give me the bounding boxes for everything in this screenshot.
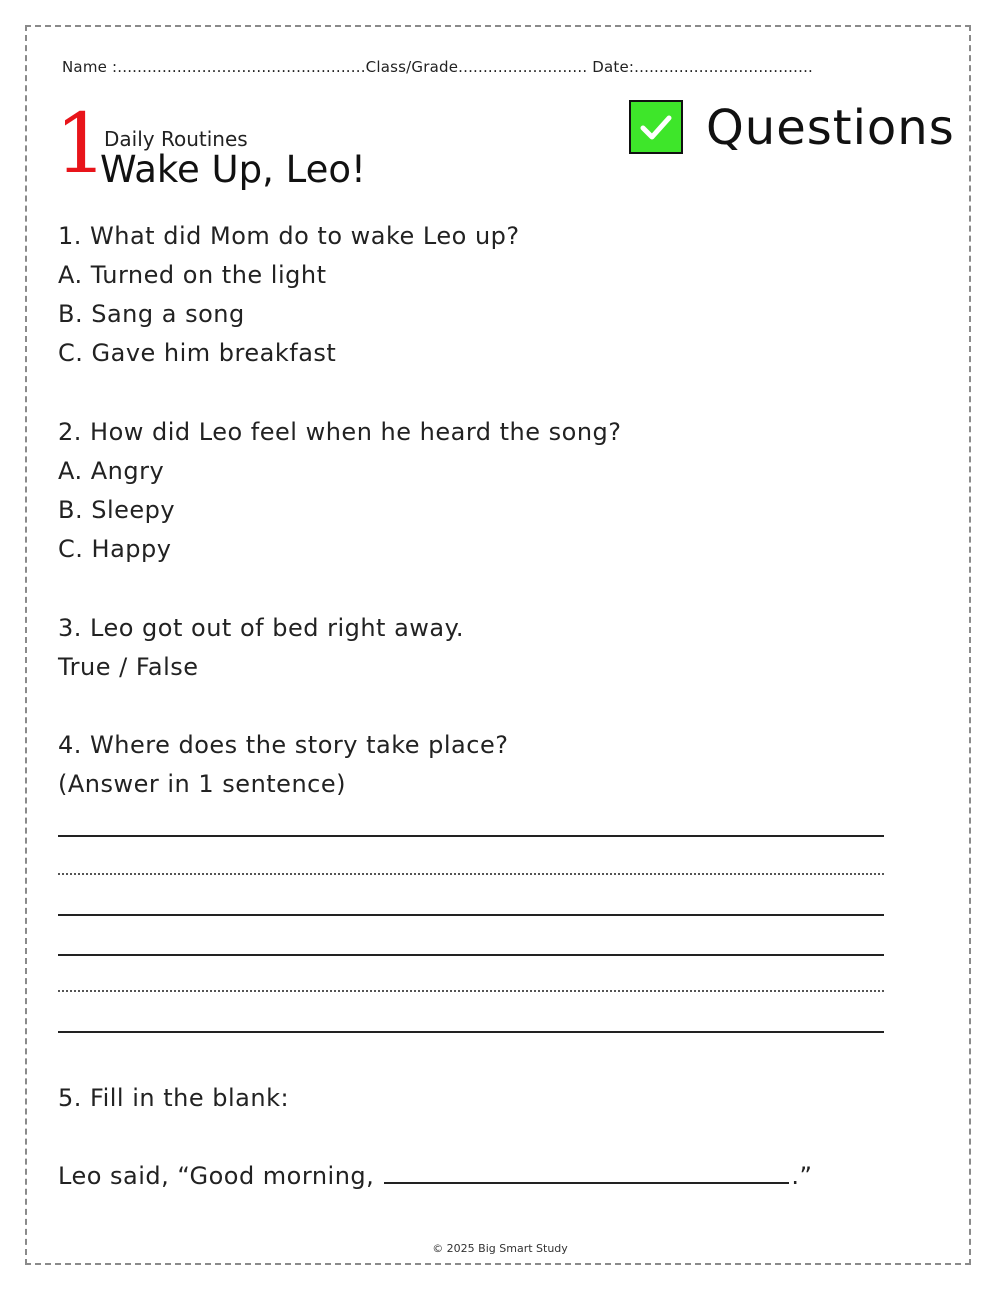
question-3: 3. Leo got out of bed right away. <box>58 614 465 642</box>
question-3-true-false: True / False <box>58 653 199 681</box>
checkbox-checked-icon <box>629 100 683 154</box>
answer-guide-line <box>58 990 884 992</box>
answer-line[interactable] <box>58 954 884 956</box>
question-2-option-b: B. Sleepy <box>58 496 176 524</box>
question-4: 4. Where does the story take place? <box>58 731 509 759</box>
copyright-footer: © 2025 Big Smart Study <box>432 1242 568 1255</box>
question-2-option-c: C. Happy <box>58 535 172 563</box>
question-5: 5. Fill in the blank: <box>58 1084 290 1112</box>
answer-line[interactable] <box>58 835 884 837</box>
lesson-number: 1 <box>55 97 108 192</box>
lesson-title: Wake Up, Leo! <box>100 148 366 191</box>
fill-in-blank[interactable] <box>384 1162 789 1184</box>
answer-line[interactable] <box>58 914 884 916</box>
sentence-start: Leo said, “Good morning, <box>58 1162 375 1190</box>
question-2-option-a: A. Angry <box>58 457 165 485</box>
sentence-end: .” <box>791 1162 813 1190</box>
answer-line[interactable] <box>58 1031 884 1033</box>
question-1-option-c: C. Gave him breakfast <box>58 339 337 367</box>
question-1-option-a: A. Turned on the light <box>58 261 327 289</box>
question-5-sentence <box>58 1162 812 1190</box>
question-1-option-b: B. Sang a song <box>58 300 245 328</box>
question-4-instruction: (Answer in 1 sentence) <box>58 770 346 798</box>
question-1: 1. What did Mom do to wake Leo up? <box>58 222 520 250</box>
question-2: 2. How did Leo feel when he heard the song? <box>58 418 622 446</box>
section-heading: Questions <box>706 100 955 156</box>
page-border <box>25 25 971 1265</box>
student-info-line: Name :..................................................Class/Grade.......................... Date:.................................... <box>62 58 814 76</box>
answer-guide-line <box>58 873 884 875</box>
lesson-category: Daily Routines <box>104 127 248 151</box>
